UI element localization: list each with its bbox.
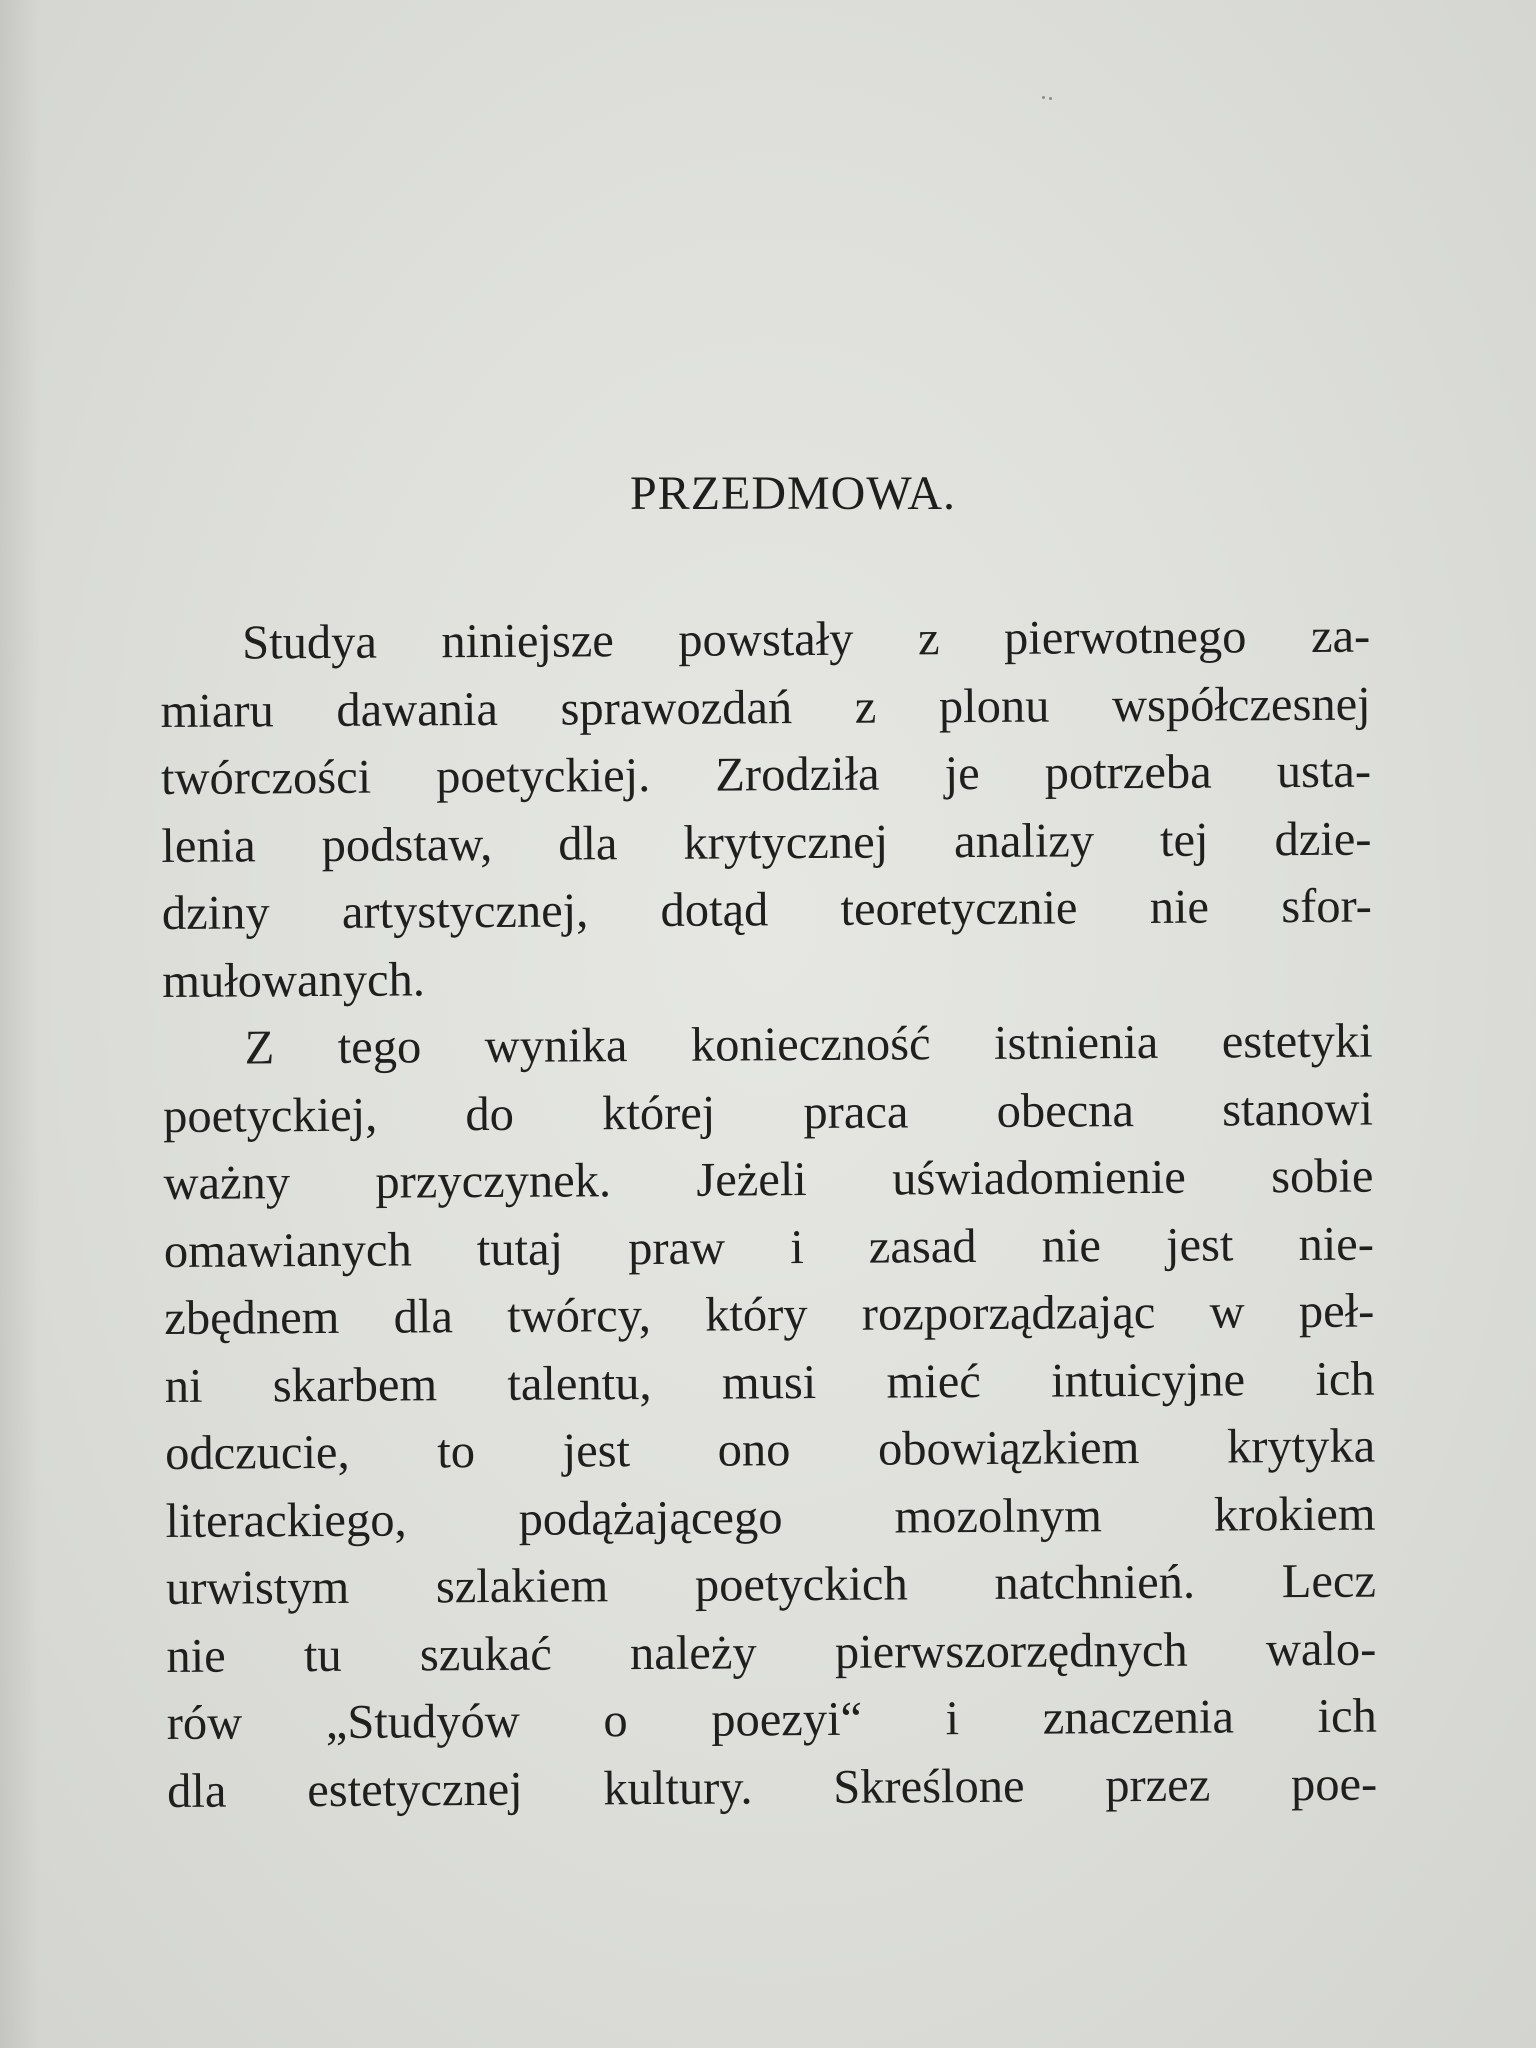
text-line: omawianych tutaj praw i zasad nie jest nie-	[163, 1217, 1375, 1278]
text-line: urwistym szlakiem poetyckich natchnień. Lecz	[165, 1554, 1377, 1615]
text-line: dla estetycznej kultury. Skreślone przez poe-	[167, 1757, 1378, 1818]
page-heading: PRZEDMOWA.	[629, 467, 956, 520]
text-line: ni skarbem talentu, musi mieć intuicyjne ich	[164, 1352, 1375, 1413]
text-line: Z tego wynika konieczność istnienia estetyki	[244, 1014, 1373, 1075]
page-edge-shadow	[0, 0, 40, 2048]
text-line: nie tu szukać należy pierwszorzędnych walo-	[166, 1622, 1377, 1683]
text-line: poetyckiej, do której praca obecna stanowi	[162, 1082, 1374, 1143]
text-line: dziny artystycznej, dotąd teoretycznie nie sfor-	[161, 879, 1372, 940]
paper-specks	[1042, 96, 1054, 102]
body-text	[160, 603, 1377, 1825]
paragraph	[160, 603, 1372, 1015]
text-line: odczucie, to jest ono obowiązkiem krytyka	[164, 1419, 1376, 1480]
paragraph	[162, 1008, 1377, 1825]
text-line: zbędnem dla twórcy, który rozporządzając w peł-	[164, 1284, 1375, 1345]
text-line: ważny przyczynek. Jeżeli uświadomienie sobie	[163, 1149, 1374, 1210]
text-line: literackiego, podążającego mozolnym krokiem	[165, 1487, 1376, 1548]
text-line: rów „Studyów o poezyi“ i znaczenia ich	[166, 1689, 1377, 1750]
text-line: mułowanych.	[162, 952, 426, 1008]
text-line: twórczości poetyckiej. Zrodziła je potrzeba usta-	[160, 744, 1372, 805]
text-line: lenia podstaw, dla krytycznej analizy tej dzie-	[161, 812, 1372, 873]
text-line: miaru dawania sprawozdań z plonu współczesnej	[160, 677, 1371, 738]
text-line: Studya niniejsze powstały z pierwotnego za-	[242, 609, 1371, 670]
